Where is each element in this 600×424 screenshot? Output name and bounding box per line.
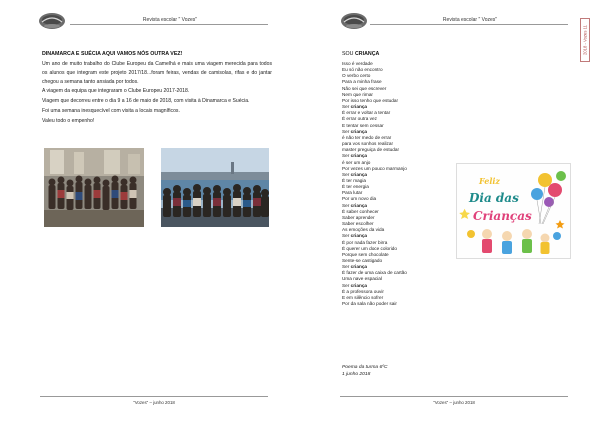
article-paragraph: A viagem da equipa que integraram o Clube Europeu 2017-2018. <box>42 88 190 94</box>
poem-line-text: Ser <box>342 171 351 177</box>
poem-line: Por da sala não poder sair <box>342 301 397 307</box>
poem-line-text: Ser <box>342 282 351 288</box>
article-paragraph: Valeu todo o empenho! <box>42 118 95 124</box>
poem-line-text: Ser <box>342 128 351 134</box>
poem-line: É ter magia <box>342 177 366 183</box>
header-title: Revista escolar " Vozes" <box>442 17 498 23</box>
article-paragraph: Um ano de muito trabalho do Clube Europeu da Camelhá e mais uma viagem merecida para todos os alunos que integram este projeto 2017/18...foram feiras, vendas de camisolas, rifas e do jantar chegou a semana tanto ansiada por todos. <box>42 61 272 85</box>
poem-line: Saber escolher <box>342 221 374 227</box>
poem-line: Para lutar <box>342 190 363 196</box>
poem-line-bold: criança <box>350 282 368 288</box>
poem-line: é não ter medo de errar <box>342 134 392 140</box>
signature-line: 1 junho 2018 <box>342 372 371 378</box>
poem-signature <box>342 364 388 379</box>
poem-line: É ter energia <box>342 184 369 190</box>
poem-line-bold: criança <box>350 104 368 110</box>
poem-line: Por vezes um pouco marmanjo <box>342 165 407 171</box>
poem-line-bold: criança <box>350 128 368 134</box>
school-logo <box>38 12 66 30</box>
school-logo <box>340 12 368 30</box>
poem-title <box>342 51 379 57</box>
header-title: Revista escolar " Vozes" <box>142 17 198 23</box>
footer-text: "Vozes" – junho 2018 <box>133 400 175 405</box>
poem-line: É fazer de uma caixa de cartão <box>342 270 407 276</box>
card-illustration <box>457 164 571 259</box>
poem-line: O verbo certo <box>342 73 371 79</box>
poem-line: Para a minha frase <box>342 79 382 85</box>
poem-line: Uma nave espacial <box>342 276 382 282</box>
poem-line: é ser um anjo <box>342 159 371 165</box>
signature-line: Poema da turma 6ºC <box>342 365 388 370</box>
childrens-day-card <box>456 163 571 259</box>
card-text-dia-das: Dia das <box>469 191 519 205</box>
poem-line-text: Ser <box>342 233 351 239</box>
poem-line-bold: criança <box>350 264 368 270</box>
poem-line: Saber aprender <box>342 214 375 220</box>
article-paragraph: Viagem que decorreu entre o dia 9 a 16 de maio de 2018, com visita à Dinamarca e Suécia. <box>42 98 250 104</box>
article-title: DINAMARCA E SUÉCIA AQUI VAMOS NÓS OUTRA VEZ! <box>42 51 183 57</box>
header-divider <box>370 24 568 25</box>
poem-line: É saber conhecer <box>342 208 379 214</box>
poem-title-prefix: SOU <box>342 51 355 57</box>
card-text-feliz: Feliz <box>479 176 500 186</box>
poem-line: Por isso tenho que estudar <box>342 97 399 103</box>
poem-line: É querer um doce colorido <box>342 245 397 251</box>
poem-line: Nem que rimar <box>342 91 373 97</box>
poem-line: Eu só não encontro <box>342 67 383 73</box>
group-photo-museum <box>44 148 144 227</box>
poem-line: E tentar sem cessar <box>342 122 384 128</box>
poem-line: Isso é verdade <box>342 61 373 66</box>
header-divider <box>70 24 268 25</box>
poem-line-text: Ser <box>342 153 351 159</box>
poem-body <box>342 61 472 307</box>
footer-divider <box>40 396 268 397</box>
poem-line: para vos sonhos realizar <box>342 141 394 147</box>
poem-line: E em silêncio sofrer <box>342 294 384 300</box>
poem-line-bold: criança <box>350 233 368 239</box>
poem-line: Porque sem chocolate <box>342 251 389 257</box>
poem-line: Por um novo dia <box>342 196 377 202</box>
article-paragraph: Foi uma semana inesquecível com visita a locais magníficos. <box>42 108 180 114</box>
poem-line: É a professora ouvir <box>342 288 384 294</box>
card-text-criancas: Crianças <box>473 209 532 223</box>
footer-divider <box>340 396 568 397</box>
poem-line-bold: criança <box>350 153 368 159</box>
poem-line-bold: criança <box>350 171 368 177</box>
group-photo-harbor <box>161 148 269 227</box>
poem-line-bold: criança <box>350 202 368 208</box>
poem-line-text: Ser <box>342 202 351 208</box>
poem-line: As emoções da vida <box>342 227 385 233</box>
side-tab-label: 2018 - Vozes 11 <box>580 18 590 62</box>
footer-text: "Vozes" – junho 2018 <box>433 400 475 405</box>
poem-line: É errar outra vez <box>342 116 377 122</box>
poem-line-text: Ser <box>342 104 351 110</box>
poem-line: É por nada fazer birra <box>342 239 388 245</box>
poem-title-bold: CRIANÇA <box>354 51 380 57</box>
poem-line: É errar e voltar a tentar <box>342 110 391 116</box>
poem-line: master preguiça de estudar <box>342 147 400 153</box>
poem-line-text: Ser <box>342 264 351 270</box>
poem-line: Não sei que escrever <box>342 85 387 91</box>
poem-line: Sente-se castigado <box>342 258 383 263</box>
